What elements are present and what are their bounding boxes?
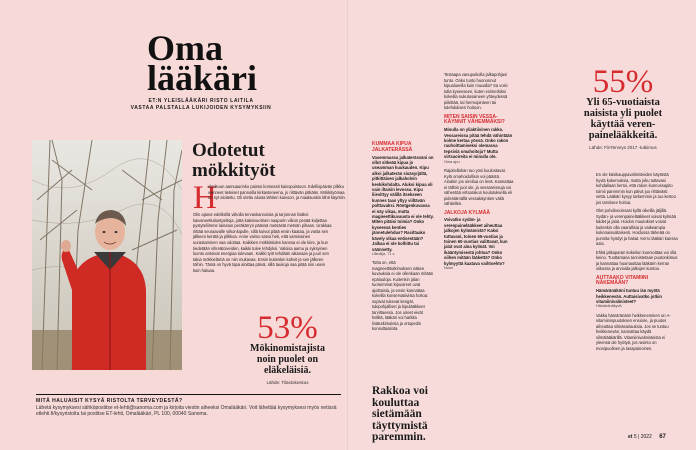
page-number: 67: [659, 434, 666, 440]
column-bladder: [444, 72, 514, 271]
stat-caption-right: [564, 97, 682, 141]
stat-caption-right-line3: käyttää veren-: [590, 119, 656, 130]
heading-cold-feet: JALKOJA KYLMÄÄ: [444, 209, 490, 216]
answer-foot-pain: Totta on, että magneettitutkimuksen näkee kuvauksia ei ole ollenkaan mitään epäluuloja. Kuitenkin jalan tuoreimmat kipuoireet ovat ajoittaisia, ja ensin kannattaa kokeilla konservatiivista hoitoa: sopivat tukevat kengät, tukipohjalliset ja kipulääkkeet tarvittaessa. Jos oireet eivät hellitä, lääkäri voi harkita lisätutkimuksia ja ortopedin konsultaatiota.: [372, 260, 434, 332]
heading-vision-line2: NÄKEMÄÄN?: [596, 280, 629, 287]
heading-vision-line1: AUTTAAKO VITAMIINI: [596, 274, 649, 281]
stat-number-right: 55%: [592, 64, 654, 100]
heading-foot-pain-line1: KUMMAA KIPUA: [372, 141, 412, 147]
pull-quote-line3: sietämään: [372, 408, 422, 420]
pull-quote-line4: täyttymistä: [372, 419, 428, 432]
heading-bladder-line2: KÄYNNIT VÄHEMMÄKSI?: [444, 119, 505, 126]
article-intro: [208, 184, 348, 201]
stat-box-blood-pressure: [564, 64, 682, 150]
pull-quote-line2: kouluttaa: [372, 396, 420, 409]
pull-quote-line1: Rakkoa voi: [372, 385, 428, 397]
section-title: [147, 28, 258, 98]
signature-bladder: Oma apu: [444, 159, 460, 164]
byline-line2: VASTAA PALSTALLA LUKIJOIDEN KYSYMYKSIIN: [130, 105, 272, 111]
column-foot-pain: [372, 142, 434, 332]
stat-caption: [235, 343, 340, 376]
stat-caption-right-line4: painelääkkeitä.: [588, 130, 658, 141]
photo-illustration: [32, 140, 182, 370]
question-cold-feet: Voivatko sydän- ja verenpainelääkkeet aiheuttaa jalkojen kylmämistä? Kaksi tuttavani, toinen 65-vuotias ja toinen 60-vuotias valittavat, kun jalat ovat aina kylmät. Voi ikääntymisestä johtua? Onko siihen mitään lääkettä? Onko kylmyyttä kaatava vaihtoehto?: [444, 217, 508, 266]
answer-bladder: Rajoitellahan tuo yösi kuulostavat. Kylä omahoidollisin voi päästä. Ainakin jos oireilua on levä. Kannattaa ei tällöin juot ole, ja vessareissuja voi vähentää virtsarakon koulutuksella eli pidentämällä vessakäyntien väliä vähitellen.: [444, 168, 514, 207]
stat-caption-right-line2: naisista yli puolet: [583, 108, 663, 119]
footer-divider: [36, 394, 341, 395]
byline-line1: ET:N YLEISLÄÄKÄRI RISTO LAITILA: [148, 98, 254, 104]
heading-bladder-line1: MITEN SAISIN VESSA-: [444, 113, 498, 120]
question-foot-pain: Vasemmassa jalkaterässäni on ollut sitkeää kipua jo useamman kuukauden. Kipu alkoi jalkaterän sisäsyrjältä, pitkittäisen jalkaholvin keskikohdalta. Aluksi kipua oli vain iltaisin levossa. Kipu liievittyy välillä itsekseen kunnes taas yltyy viiltävän polttavaksi. Röntgenkuvassa ei näy vikaa, mutta magneettikuvausta ei ole tehty. Miten pitäisi toimia? Onko kyseessä kenties jännetulehdus? Rasittaako kävely vikaa entisestään? Jalkaa ei ole kolhittu tai väännetty.: [372, 154, 434, 252]
folio-brand: et: [628, 434, 633, 440]
text-block-2: Olet pohdinnoissasi kyllä oikeilla jäljillä. Sydän- ja verenpainelääkkeet voivat kylmää kädet ja jalat. Hoidon muutokset voivat kuitenkin olla vaarallisia ja vaikeampia kokonaisvaltaisesti. Hoidossa tärkeää on punnita hyödyt ja haitat. Kerro lääkäri kanssa asia.: [596, 208, 678, 246]
answer-vision: Vakka hämäränäön heikkeneminen on A-vitamiininpuutoksen ensioire, ja puutos aiheuttaa silmäsairauksia. Jos se tuntuu heikkenevän, kannattaa käydä silmälääkärillä. Vitamiinivalmisteista ei yleensä ole hyötyä, jos ravinto on monipuolinen ja tasapainoinen.: [596, 312, 671, 351]
stat-caption-line1: Mökinomistajista: [250, 343, 325, 354]
article-title: [192, 141, 275, 181]
heading-bladder: [444, 115, 514, 127]
stat-box-cottage-owners: [235, 310, 340, 385]
byline: [116, 98, 286, 112]
footer-text: Lähetä kysymyksesi sähköpostitse et-lehti@sanoma.com ja kirjoita viestin aiheeksi Omalääkäri. Voit lähettää kysymyksesi myös netissä etlehti.fi/kysyristolta tai postitse ET-lehti, Omalääkäri, PL 100, 00040 Sanoma.: [36, 405, 337, 418]
stat-source-right: Lähde: FinTerveys 2017 -tutkimus: [589, 145, 657, 150]
intro-first: elmikuun aamuaurinko paistoi komeasti kaivopuistoon. Edellispäivän pilkku: [208, 184, 344, 189]
signature-foot-pain: Ulkoilija, 71 v.: [372, 251, 396, 256]
article-title-line2: mökkityöt: [192, 160, 276, 181]
text-block-3: Ehkä jalkaparan kokeilun kunnioittaa voi olla keino. Tuottamana tunnistetaan puutonkimus ja kannattaa huomauttaa lääkärin kerran viikossa ja arvioida jalkojen kuntoa.: [596, 249, 678, 271]
intro-rest: vienneet tieteiset pannoilla kirkasteneena, jo riittävän pitkään. Mökkityömaa on nyt aloitettu. Oli otettu alusta lähtien kaivoon, ja maalauskin lähti käyntiin.: [208, 189, 346, 201]
text-block-1: En ole käsikauppavalmisteiden käytöstä hyviä kokemuksia, mutta joku tuttavasi kohdallaan kertoi, että rakon kunnossapito toimii paremmin kun päivä juo riittävästi vettä. Lääkäri kysyy tarkemmin ja tuo kertoo jos tarvitsee hoitoa.: [596, 172, 676, 205]
pull-quote-bladder: [372, 386, 447, 444]
doctor-photo: [32, 140, 182, 370]
question-bladder: Minulla on yliaktiivinen rakko. Vessareissu pitää tehdä vähintään kolme kertaa yössä. Onko rakon rauhoittamiseksi olemassa tepsiviä omahoitoja? Mutta virtsaoireita ei minulla ole.: [444, 127, 513, 160]
heading-foot-pain-line2: JALKATERÄSSÄ: [372, 146, 413, 153]
heading-foot-pain: [372, 142, 434, 154]
stat-number: 53%: [257, 310, 318, 346]
stat-caption-right-line1: Yli 65-vuotiaista: [586, 97, 660, 108]
article-title-line1: Odotetut: [192, 140, 265, 161]
signature-vision: Hämäränäkyvä: [596, 304, 622, 309]
column-vision: [596, 172, 678, 351]
article-body: Olin ajanut edellisillä viikolla tervaskannoista ja tarjonnan lisäksi kaivaneetkaluntpeltoja, jotta kaksivuotinen naapurin viikon pesää kuljettaa pystyteliimme lainatun peräkärryn päässä metsästä metsän pihaan. Urakkaa riittää seuraavalle viikonlopulle, sillä koivut pitää ensin kaataa, ja vasta sen jälkeen kerätä ja pilkkoa. Anne vaimo sanoi heti, että varsinainen uurastaminen saa odottaa. Kaikkien mökkitöiden kanssa ei ole kiire, ja kun tiedetään vihreätoiveiden, kaikki tulee tehdyksi. Valoisa aamu ja syksyinen luonto antoivat energiaa tulevaan. Kaikki työt tehdään aikanaan ja juuri sen takia mökkielämä on niin mukavaa. Ensin kuitenkin kahvit ja sen jälkeen töihin. Tämä on hyvä tapa aloittaa päivä, sillä taukoja saa pitää niin usein kuin haluaa.: [193, 212, 332, 273]
stat-source: Lähde: Tilastokeskus: [266, 380, 309, 385]
section-title-line2: lääkäri: [147, 58, 258, 98]
signature-cold-feet: Noloi: [444, 265, 453, 270]
intro-sensation-test: Testaapa vanupuikolla jalkapohjasi tunto. Onko tunto huononnut kipualueella kuin muualla? Sa voisi tulla kyseeseen, kuten esimerkiksi kokeilla nukutusaineen yhteydessä piikittää, tai hermopinteen tai tulehduksen hoitoon.: [444, 72, 508, 110]
question-vision: Hämäränäköni tuntuu iän myötä heikkenevän. Auttaisivatko jotkin vitamiinivalmisteet?: [596, 288, 662, 304]
section-title-line1: Oma: [147, 28, 223, 68]
pull-quote-line5: paremmin.: [372, 431, 426, 443]
drop-cap: H: [193, 180, 217, 216]
heading-vision: [596, 276, 678, 288]
footer-title: MITÄ HALUAISIT KYSYÄ RISTOLTA TERVEYDESTÄ?: [36, 398, 183, 404]
folio-issue: 5 | 2022: [633, 434, 652, 440]
folio: [628, 434, 666, 440]
stat-caption-line2: noin puolet on eläkeläisiä.: [256, 354, 319, 376]
